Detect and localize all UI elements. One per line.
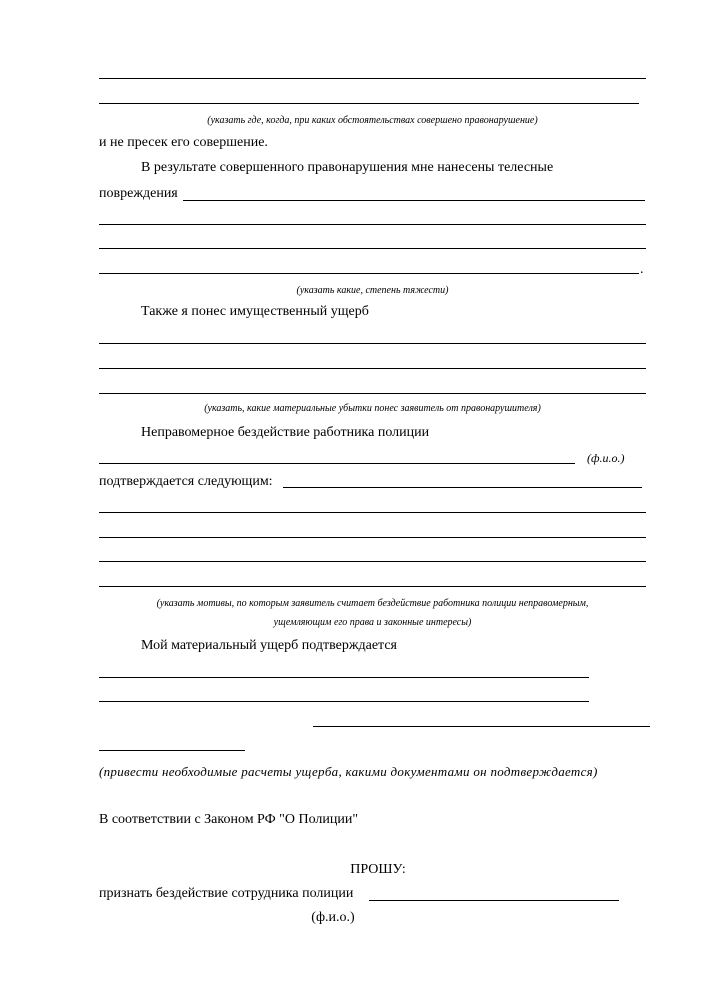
- blank-line[interactable]: [369, 900, 619, 901]
- blank-line[interactable]: [99, 561, 646, 562]
- blank-line[interactable]: [99, 586, 646, 587]
- hint-motives-1: (указать мотивы, по которым заявитель считает бездействие работника полиции неправомерным,: [156, 598, 589, 609]
- text-result-line1: В результате совершенного правонарушения мне нанесены телесные: [141, 160, 554, 175]
- hint-calculations: (привести необходимые расчеты ущерба, какими документами он подтверждается): [99, 764, 598, 779]
- blank-line[interactable]: [99, 78, 646, 79]
- text-request: ПРОШУ:: [350, 862, 406, 877]
- blank-line[interactable]: [99, 677, 589, 678]
- text-material-damage: Мой материальный ущерб подтверждается: [141, 638, 397, 653]
- hint-where-when: (указать где, когда, при каких обстоятельствах совершено правонарушение): [207, 115, 538, 126]
- blank-line[interactable]: [99, 343, 646, 344]
- blank-line[interactable]: [313, 726, 650, 727]
- blank-line[interactable]: [99, 701, 589, 702]
- blank-line[interactable]: [99, 368, 646, 369]
- text-also-damage: Также я понес имущественный ущерб: [141, 304, 369, 319]
- hint-losses: (указать, какие материальные убытки понес заявитель от правонарушителя): [204, 403, 541, 414]
- blank-line[interactable]: [99, 512, 646, 513]
- blank-line[interactable]: [99, 103, 639, 104]
- blank-line[interactable]: [99, 393, 646, 394]
- text-inaction: Неправомерное бездействие работника полиции: [141, 425, 430, 440]
- text-recognize: признать бездействие сотрудника полиции: [99, 886, 354, 901]
- hint-motives-2: ущемляющим его права и законные интересы): [273, 617, 472, 628]
- blank-line[interactable]: [99, 224, 646, 225]
- blank-line[interactable]: [283, 487, 642, 488]
- blank-line[interactable]: [99, 750, 245, 751]
- text-fio: (ф.и.о.): [311, 910, 355, 925]
- blank-line[interactable]: [99, 537, 646, 538]
- hint-injuries: (указать какие, степень тяжести): [296, 285, 449, 296]
- text-confirmed: подтверждается следующим:: [99, 474, 273, 489]
- text-result-line2: повреждения: [99, 186, 178, 201]
- text-not-stopped: и не пресек его совершение.: [99, 135, 268, 150]
- hint-fio: (ф.и.о.): [587, 451, 625, 465]
- blank-line[interactable]: [99, 463, 575, 464]
- blank-line[interactable]: [99, 248, 646, 249]
- blank-line[interactable]: [99, 273, 639, 274]
- text-law: В соответствии с Законом РФ "О Полиции": [99, 812, 359, 827]
- period: .: [640, 262, 644, 277]
- blank-line[interactable]: [183, 200, 645, 201]
